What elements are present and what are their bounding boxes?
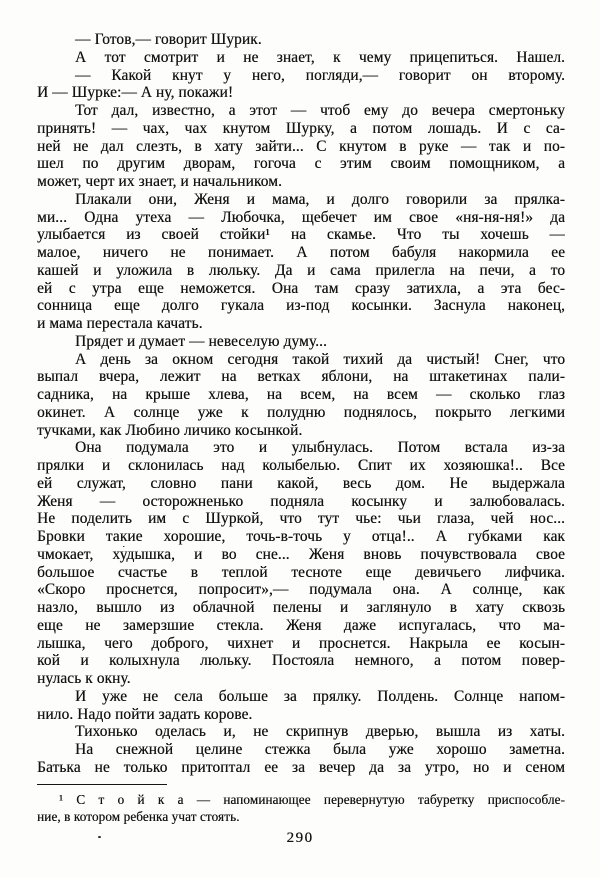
text-line: садника, на крыше хлева, на всем, на всем — сколько глаз — [37, 386, 565, 403]
body-text — [37, 31, 565, 777]
text-line: Тот дал, известно, а этот — чтоб ему до вечера смертоньку — [75, 102, 565, 119]
text-line: может, черт их знает, и начальником. — [37, 173, 282, 190]
text-line: назло, вышло из облачной пелены и заглянуло в хату сквозь — [37, 599, 565, 616]
text-line: Она подумала это и улыбнулась. Потом встала из-за — [75, 439, 565, 457]
text-line: кой и колыхнула люльку. Постояла немного, а потом повер- — [37, 652, 565, 670]
text-line: нило. Надо пойти задать корове. — [37, 705, 253, 723]
text-line: ней не дал слезть, в хату зайти... С кнутом в руке — так и по- — [37, 137, 565, 155]
text-line: Бровки такие хорошие, точь-в-точь у отца!.. А губками как — [37, 528, 565, 545]
text-line: окинет. А солнце уже к полудню поднялось, покрыто легкими — [37, 403, 565, 421]
text-line: выпал вчера, лежит на ветках яблони, на штакетинах пали- — [37, 368, 565, 386]
text-line: Тихонько оделась и, не скрипнув дверью, вышла из хаты. — [75, 723, 565, 741]
text-line: «Скоро проснется, попросит»,— подумала она. А солнце, как — [37, 581, 565, 599]
text-line: ей служат, словно пани какой, весь дом. Не выдержала — [37, 474, 565, 492]
text-line: Батька не только притоптал ее за вечер да за утро, но и сеном — [37, 758, 565, 776]
text-line: ние, в котором ребенка учат стоять. — [37, 809, 240, 824]
text-line: ми... Одна утеха — Любочка, щебечет им свое «ня-ня-ня!» да — [37, 208, 565, 226]
text-line: малое, ничего не понимает. А потом бабуля накормила ее — [37, 244, 565, 261]
text-line: большое счастье в теплой тесноте еще девичьего лифчика. — [37, 563, 565, 581]
page-number: 290 — [286, 830, 314, 846]
text-line: улыбается из своей стойки¹ на скамье. Что ты хочешь — — [37, 226, 565, 244]
text-line: еще не замерзшие стекла. Женя даже испугалась, что ма- — [37, 616, 565, 634]
text-line: ей с утра еще неможется. Она там сразу затихла, а эта бес- — [37, 279, 565, 297]
text-line: Плакали они, Женя и мама, и долго говорили за прялка- — [75, 190, 565, 208]
text-line: А день за окном сегодня такой тихий да чистый! Снег, что — [75, 350, 565, 368]
text-line: На снежной целине стежка была уже хорошо заметна. — [75, 741, 565, 758]
text-line: Прядет и думает — невеселую думу... — [75, 332, 327, 350]
text-line: И уже не села больше за прялку. Полдень. Солнце напом- — [75, 687, 565, 705]
text-line: ¹ С т о й к а — напоминающее перевернутую табуретку приспособле- — [59, 792, 565, 807]
text-line: лышка, чего доброго, чихнет и проснется. Накрыла ее косын- — [37, 634, 565, 652]
text-line: Не поделить им с Шуркой, что тут чье: чьи глаза, чей нос... — [37, 510, 565, 528]
text-line: нулась к окну. — [37, 670, 131, 687]
text-line: прялки и склонилась над колыбелью. Спит их хозяюшка!.. Все — [37, 457, 565, 474]
text-line: принять! — чах, чах кнутом Шурку, а потом лошадь. И с са- — [37, 119, 565, 137]
text-line: — Готов,— говорит Шурик. — [75, 31, 262, 48]
text-line: — Какой кнут у него, погляди,— говорит он второму. — [75, 66, 565, 84]
text-line: И — Шурке:— А ну, покажи! — [37, 84, 234, 102]
text-line: тучками, как Любино личико косынкой. — [37, 421, 303, 439]
text-line: сонница еще долго гукала из-под косынки. Заснула наконец, — [37, 297, 565, 315]
text-line: чмокает, ху́дышка, и во сне... Женя вновь почувствовала свое — [37, 545, 565, 563]
footnote-rule — [37, 784, 167, 785]
text-line: и мама перестала качать. — [37, 315, 203, 332]
text-line: кашей и уложила в люльку. Да и сама прилегла на печи, а то — [37, 261, 565, 279]
text-line: Женя — осторожненько подняла косынку и залюбовалась. — [37, 492, 565, 510]
text-line: А тот смотрит и не знает, к чему прицепиться. Нашел. — [75, 48, 565, 66]
footnote-text — [37, 791, 565, 825]
text-line: шел по другим дворам, гогоча с этим своим помощником, а — [37, 155, 565, 173]
